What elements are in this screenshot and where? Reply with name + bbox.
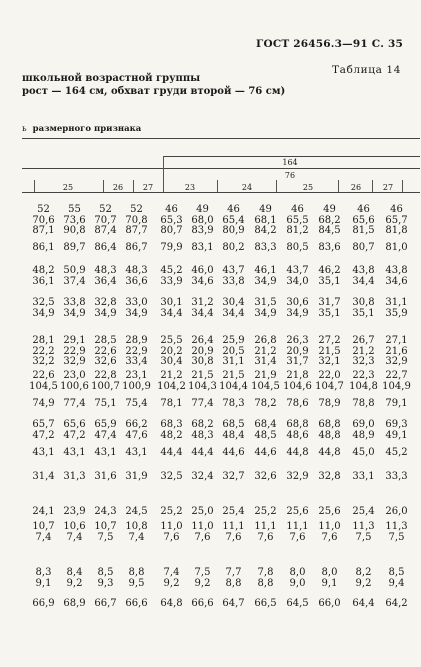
- table-cell: 33,8 34,9: [63, 297, 86, 319]
- table-cell: 86,7: [125, 242, 148, 253]
- table-cell: 44,6: [254, 447, 277, 458]
- table-cell: 7,8 8,8: [257, 567, 274, 589]
- table-cell: 77,4: [191, 398, 214, 409]
- table-cell: 52 70,7 87,4: [94, 204, 117, 236]
- table-cell: 86,1: [32, 242, 55, 253]
- table-cell: 30,8 35,1: [352, 297, 375, 319]
- table-cell: 46 65,4 80,9: [222, 204, 245, 236]
- table-cell: 8,4 9,2: [66, 567, 83, 589]
- table-cell: 66,7: [94, 598, 117, 609]
- table-cell: 32,7: [222, 471, 245, 482]
- table-cell: 11,1 7,6: [286, 521, 309, 543]
- table-cell: 10,8 7,4: [125, 521, 148, 543]
- table-cell: 64,7: [222, 598, 245, 609]
- table-cell: 64,2: [385, 598, 408, 609]
- table-cell: 81,0: [385, 242, 408, 253]
- table-cell: 21,2 104,2: [157, 370, 186, 392]
- table-cell: 7,7 8,8: [225, 567, 242, 589]
- table-cell: 65,9 47,4: [94, 419, 117, 441]
- table-cell: 45,2 33,9: [160, 265, 183, 287]
- table-cell: 49 68,2 84,5: [318, 204, 341, 236]
- table-cell: 83,3: [254, 242, 277, 253]
- table-cell: 52 70,8 87,7: [125, 204, 148, 236]
- header-divider: [133, 180, 134, 192]
- table-cell: 21,5 104,3: [188, 370, 217, 392]
- header-bottom-rule: [22, 192, 420, 193]
- table-cell: 44,8: [286, 447, 309, 458]
- table-cell: 43,8 34,4: [352, 265, 375, 287]
- waist-label: 23: [184, 183, 196, 192]
- table-cell: 78,1: [160, 398, 183, 409]
- table-cell: 8,2 9,2: [355, 567, 372, 589]
- table-cell: 69,3 49,1: [385, 419, 408, 441]
- table-cell: 46 65,3 80,7: [160, 204, 183, 236]
- table-cell: 22,0 104,7: [315, 370, 344, 392]
- table-cell: 25,0: [191, 506, 214, 517]
- table-cell: 30,6 34,9: [286, 297, 309, 319]
- table-cell: 26,0: [385, 506, 408, 517]
- table-cell: 75,4: [125, 398, 148, 409]
- table-cell: 69,0 48,9: [352, 419, 375, 441]
- table-cell: 11,3 7,5: [352, 521, 375, 543]
- table-cell: 74,9: [32, 398, 55, 409]
- table-cell: 78,8: [352, 398, 375, 409]
- table-cell: 24,5: [125, 506, 148, 517]
- table-cell: 44,8: [318, 447, 341, 458]
- table-cell: 21,9 104,5: [251, 370, 280, 392]
- table-cell: 68,5 48,4: [222, 419, 245, 441]
- header-divider: [276, 180, 277, 192]
- table-cell: 65,6 47,2: [63, 419, 86, 441]
- table-cell: 45,0: [352, 447, 375, 458]
- table-cell: 22,8 100,7: [91, 370, 120, 392]
- table-cell: 32,6: [254, 471, 277, 482]
- table-cell: 46,0 34,6: [191, 265, 214, 287]
- table-cell: 32,5 34,9: [32, 297, 55, 319]
- table-cell: 8,5 9,3: [97, 567, 114, 589]
- header-divider: [34, 180, 35, 192]
- table-cell: 64,5: [286, 598, 309, 609]
- table-number: Таблица 14: [332, 64, 401, 76]
- table-cell: 11,0 7,6: [160, 521, 183, 543]
- table-cell: 22,3 104,8: [349, 370, 378, 392]
- header-divider: [338, 180, 339, 192]
- table-cell: 28,9 22,9 33,4: [125, 335, 148, 367]
- table-cell: 25,2: [254, 506, 277, 517]
- chest-row-rule: [22, 168, 420, 169]
- table-cell: 31,5 34,9: [254, 297, 277, 319]
- table-top-rule: [22, 138, 420, 139]
- table-cell: 29,1 22,9 32,9: [63, 335, 86, 367]
- table-cell: 25,4: [222, 506, 245, 517]
- table-cell: 23,1 100,9: [122, 370, 151, 392]
- column-caption: [22, 124, 141, 134]
- table-cell: 31,7 35,1: [318, 297, 341, 319]
- waist-label: 25: [302, 183, 314, 192]
- table-cell: 33,0 34,9: [125, 297, 148, 319]
- table-cell: 25,9 20,5 31,1: [222, 335, 245, 367]
- table-cell: 7,4 9,2: [163, 567, 180, 589]
- table-cell: 11,3 7,5: [385, 521, 408, 543]
- table-cell: 28,1 22,2 32,2: [32, 335, 55, 367]
- waist-label: 26: [112, 183, 124, 192]
- table-cell: 24,1: [32, 506, 55, 517]
- table-cell: 25,4: [352, 506, 375, 517]
- table-cell: 26,3 20,9 31,7: [286, 335, 309, 367]
- table-cell: 83,1: [191, 242, 214, 253]
- table-cell: 65,7 47,2: [32, 419, 55, 441]
- table-cell: 31,9: [125, 471, 148, 482]
- table-cell: 26,4 20,9 30,8: [191, 335, 214, 367]
- table-cell: 78,2: [254, 398, 277, 409]
- table-cell: 25,6: [318, 506, 341, 517]
- table-cell: 33,1: [352, 471, 375, 482]
- table-cell: 8,0 9,0: [289, 567, 306, 589]
- table-cell: 68,8 48,6: [286, 419, 309, 441]
- table-cell: 30,4 34,4: [222, 297, 245, 319]
- table-cell: 31,1 35,9: [385, 297, 408, 319]
- table-cell: 66,2 47,6: [125, 419, 148, 441]
- table-cell: 80,2: [222, 242, 245, 253]
- table-cell: 7,5 9,2: [194, 567, 211, 589]
- table-cell: 68,4 48,5: [254, 419, 277, 441]
- table-cell: 66,5: [254, 598, 277, 609]
- table-cell: 8,5 9,4: [388, 567, 405, 589]
- table-cell: 46 65,7 81,8: [385, 204, 408, 236]
- table-cell: 48,3 36,6: [125, 265, 148, 287]
- table-cell: 66,9: [32, 598, 55, 609]
- waist-label: 24: [241, 183, 253, 192]
- table-cell: 11,0 7,6: [318, 521, 341, 543]
- height-value: 164: [282, 158, 298, 167]
- table-cell: 31,6: [94, 471, 117, 482]
- table-cell: 21,5 104,4: [219, 370, 248, 392]
- table-cell: 48,2 36,1: [32, 265, 55, 287]
- table-cell: 28,5 22,6 32,6: [94, 335, 117, 367]
- table-cell: 44,4: [191, 447, 214, 458]
- table-cell: 23,9: [63, 506, 86, 517]
- table-cell: 31,3: [63, 471, 86, 482]
- caption-text: размерного признака: [32, 124, 142, 134]
- table-cell: 86,4: [94, 242, 117, 253]
- table-cell: 66,0: [318, 598, 341, 609]
- table-cell: 10,7 7,4: [32, 521, 55, 543]
- table-cell: 43,1: [94, 447, 117, 458]
- waist-label: 26: [350, 183, 362, 192]
- table-cell: 79,9: [160, 242, 183, 253]
- table-cell: 83,6: [318, 242, 341, 253]
- table-cell: 55 73,6 90,8: [63, 204, 86, 236]
- table-cell: 11,1 7,6: [222, 521, 245, 543]
- table-cell: 43,1: [63, 447, 86, 458]
- table-cell: 89,7: [63, 242, 86, 253]
- table-cell: 66,6: [191, 598, 214, 609]
- table-cell: 30,1 34,4: [160, 297, 183, 319]
- table-cell: 23,0 100,6: [60, 370, 89, 392]
- table-cell: 43,8 34,6: [385, 265, 408, 287]
- table-cell: 32,9: [286, 471, 309, 482]
- table-cell: 64,4: [352, 598, 375, 609]
- table-cell: 26,7 21,2 32,3: [352, 335, 375, 367]
- table-cell: 11,0 7,6: [191, 521, 214, 543]
- table-cell: 32,8 34,9: [94, 297, 117, 319]
- header-divider: [163, 156, 164, 192]
- table-cell: 8,0 9,1: [321, 567, 338, 589]
- table-cell: 10,7 7,5: [94, 521, 117, 543]
- table-cell: 44,4: [160, 447, 183, 458]
- header-divider: [217, 180, 218, 192]
- table-cell: 8,3 9,1: [35, 567, 52, 589]
- table-cell: 32,8: [318, 471, 341, 482]
- table-cell: 49 68,1 84,2: [254, 204, 277, 236]
- table-cell: 46 65,6 81,5: [352, 204, 375, 236]
- table-cell: 68,3 48,2: [160, 419, 183, 441]
- caption-mark: ь: [22, 124, 27, 134]
- table-cell: 43,1: [32, 447, 55, 458]
- table-cell: 43,1: [125, 447, 148, 458]
- table-cell: 31,2 34,4: [191, 297, 214, 319]
- table-cell: 66,6: [125, 598, 148, 609]
- table-cell: 43,7 33,8: [222, 265, 245, 287]
- table-cell: 80,7: [352, 242, 375, 253]
- table-cell: 80,5: [286, 242, 309, 253]
- waist-label: 27: [142, 183, 154, 192]
- waist-label: 25: [62, 183, 74, 192]
- table-cell: 52 70,6 87,1: [32, 204, 55, 236]
- header-divider: [402, 180, 403, 192]
- table-cell: 45,2: [385, 447, 408, 458]
- table-cell: 68,2 48,3: [191, 419, 214, 441]
- table-cell: 78,6: [286, 398, 309, 409]
- table-cell: 44,6: [222, 447, 245, 458]
- table-cell: 32,4: [191, 471, 214, 482]
- table-cell: 33,3: [385, 471, 408, 482]
- table-cell: 68,8 48,8: [318, 419, 341, 441]
- table-cell: 32,5: [160, 471, 183, 482]
- table-cell: 25,5 20,2 30,4: [160, 335, 183, 367]
- table-cell: 27,1 21,6 32,9: [385, 335, 408, 367]
- table-cell: 68,9: [63, 598, 86, 609]
- table-cell: 64,8: [160, 598, 183, 609]
- header-divider: [372, 180, 373, 192]
- table-cell: 25,6: [286, 506, 309, 517]
- table-cell: 49 68,0 83,9: [191, 204, 214, 236]
- subtitle-line-2: рост — 164 см, обхват груди второй — 76 см): [22, 86, 286, 97]
- table-cell: 27,2 21,5 32,1: [318, 335, 341, 367]
- table-subtitle: [22, 72, 285, 98]
- table-cell: 24,3: [94, 506, 117, 517]
- table-cell: 75,1: [94, 398, 117, 409]
- height-row-rule: [163, 156, 420, 157]
- table-cell: 11,1 7,6: [254, 521, 277, 543]
- page-header: ГОСТ 26456.3—91 С. 35: [256, 38, 403, 50]
- table-cell: 21,8 104,6: [283, 370, 312, 392]
- subtitle-line-1: школьной возрастной группы: [22, 73, 201, 84]
- table-cell: 50,9 37,4: [63, 265, 86, 287]
- table-cell: 22,6 104,5: [29, 370, 58, 392]
- table-cell: 10,6 7,4: [63, 521, 86, 543]
- table-cell: 25,2: [160, 506, 183, 517]
- table-cell: 26,8 21,2 31,4: [254, 335, 277, 367]
- table-cell: 78,9: [318, 398, 341, 409]
- table-cell: 46,2 35,1: [318, 265, 341, 287]
- table-cell: 78,3: [222, 398, 245, 409]
- table-cell: 31,4: [32, 471, 55, 482]
- table-cell: 46 65,5 81,2: [286, 204, 309, 236]
- chest-value: 76: [284, 171, 296, 180]
- table-cell: 43,7 34,0: [286, 265, 309, 287]
- table-cell: 48,3 36,4: [94, 265, 117, 287]
- table-cell: 77,4: [63, 398, 86, 409]
- table-cell: 79,1: [385, 398, 408, 409]
- header-divider: [103, 180, 104, 192]
- table-cell: 46,1 34,9: [254, 265, 277, 287]
- table-cell: 8,8 9,5: [128, 567, 145, 589]
- table-cell: 22,7 104,9: [382, 370, 411, 392]
- waist-label: 27: [382, 183, 394, 192]
